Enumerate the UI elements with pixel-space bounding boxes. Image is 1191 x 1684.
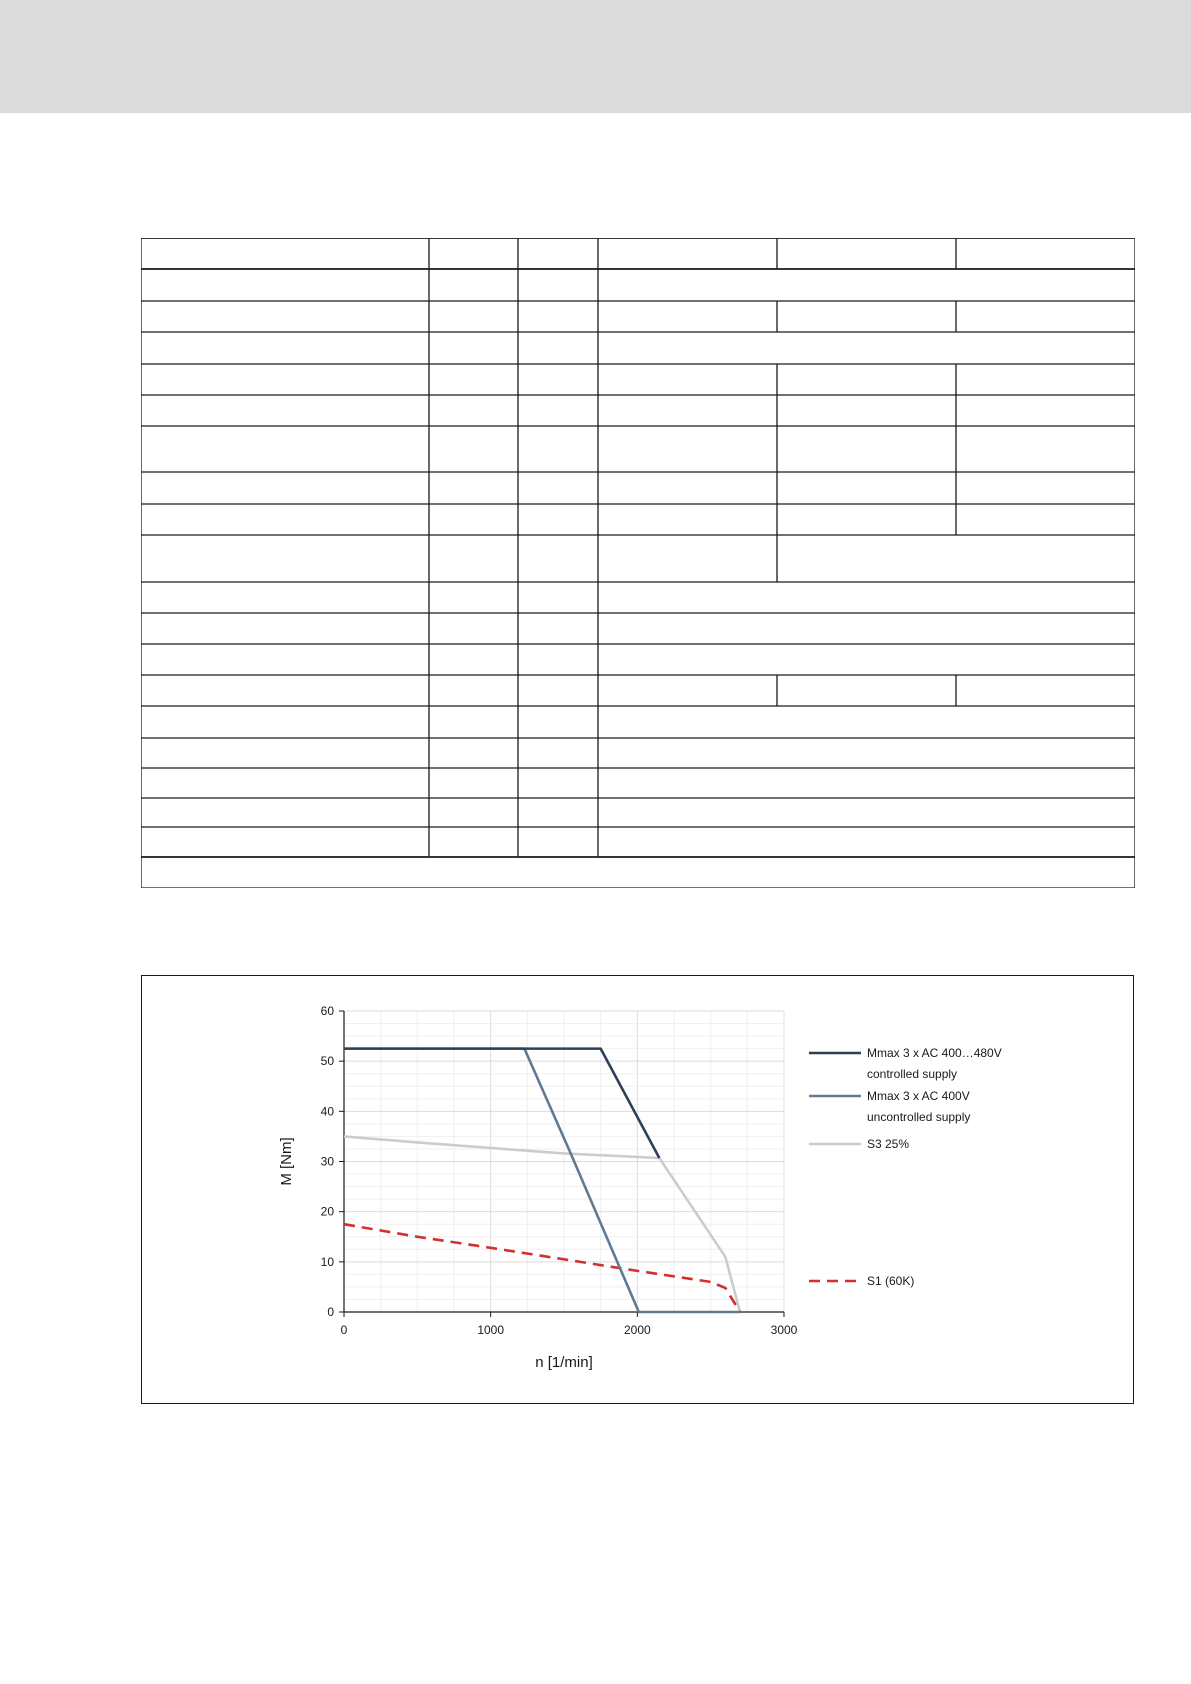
legend-label: S1 (60K) [867, 1274, 915, 1288]
y-tick-label: 50 [320, 1054, 334, 1069]
x-tick-label: 1000 [477, 1323, 505, 1337]
series-line [344, 1224, 740, 1312]
y-tick-label: 30 [320, 1154, 334, 1169]
y-axis-label: M [Nm] [278, 1137, 295, 1186]
spec-table [141, 238, 1135, 888]
x-tick-label: 0 [340, 1323, 348, 1337]
legend-label: Mmax 3 x AC 400…480V [867, 1046, 1002, 1060]
y-tick-label: 0 [327, 1305, 334, 1319]
chart-legend [809, 1046, 1002, 1288]
torque-speed-chart [141, 975, 1135, 1405]
header-band [0, 0, 1191, 113]
legend-label-line2: controlled supply [867, 1067, 958, 1081]
x-axis-label: n [1/min] [535, 1354, 593, 1371]
legend-label: S3 25% [867, 1137, 910, 1151]
y-tick-label: 60 [320, 1004, 334, 1018]
y-tick-label: 40 [320, 1104, 334, 1119]
series-line [344, 1049, 740, 1312]
x-tick-label: 2000 [623, 1323, 651, 1337]
y-tick-label: 20 [320, 1204, 334, 1219]
x-tick-label: 3000 [770, 1323, 798, 1337]
chart-grid [344, 1011, 784, 1312]
y-tick-label: 10 [320, 1254, 334, 1269]
legend-label-line2: uncontrolled supply [867, 1110, 971, 1124]
legend-label: Mmax 3 x AC 400V [867, 1089, 970, 1103]
chart-series [344, 1049, 740, 1312]
